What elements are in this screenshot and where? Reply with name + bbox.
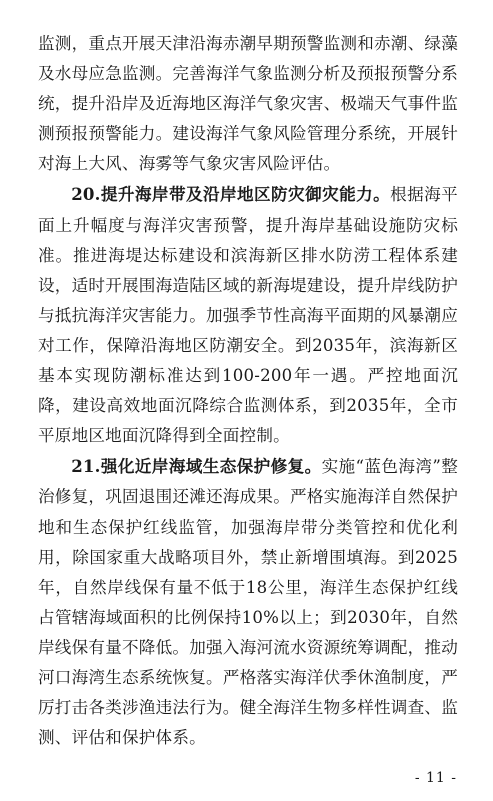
- paragraph-text: 实施“蓝色海湾”整治修复，巩固退围还滩还海成果。严格实施海洋自然保护地和生态保护红线监管，加强海岸带分类管控和优化利用，除国家重大战略项目外，禁止新增围填海。到2025年，自然岸线保有量不低于18公里，海洋生态保护红线占管辖海域面积的比例保持10%以上；到2030年，自然岸线保有量不降低。加强入海河流水资源统筹调配，推动河口海湾生态系统恢复。严格落实海洋伏季休渔制度，严厉打击各类涉渔违法行为。健全海洋生物多样性调查、监测、评估和保护体系。: [38, 457, 458, 748]
- paragraph-heading: 20.提升海岸带及沿岸地区防灾御灾能力。: [71, 184, 391, 205]
- paragraph-heading: 21.强化近岸海域生态保护修复。: [71, 456, 322, 477]
- paragraph-continued: [38, 29, 458, 179]
- document-body: [38, 29, 458, 753]
- page-number: - 11 -: [414, 770, 457, 786]
- paragraph-item-20: [38, 179, 458, 451]
- paragraph-item-21: [38, 451, 458, 753]
- paragraph-text: 监测，重点开展天津沿海赤潮早期预警监测和赤潮、绿藻及水母应急监测。完善海洋气象监测分析及预报预警分系统，提升沿岸及近海地区海洋气象灾害、极端天气事件监测预报预警能力。建设海洋气象风险管理分系统，开展针对海上大风、海雾等气象灾害风险评估。: [38, 34, 458, 174]
- paragraph-text: 根据海平面上升幅度与海洋灾害预警，提升海岸基础设施防灾标准。推进海堤达标建设和滨海新区排水防涝工程体系建设，适时开展围海造陆区域的新海堤建设，提升岸线防护与抵抗海洋灾害能力。加强季节性高海平面期的风暴潮应对工作，保障沿海地区防潮安全。到2035年，滨海新区基本实现防潮标准达到100-200年一遇。严控地面沉降，建设高效地面沉降综合监测体系，到2035年，全市平原地区地面沉降得到全面控制。: [38, 185, 458, 446]
